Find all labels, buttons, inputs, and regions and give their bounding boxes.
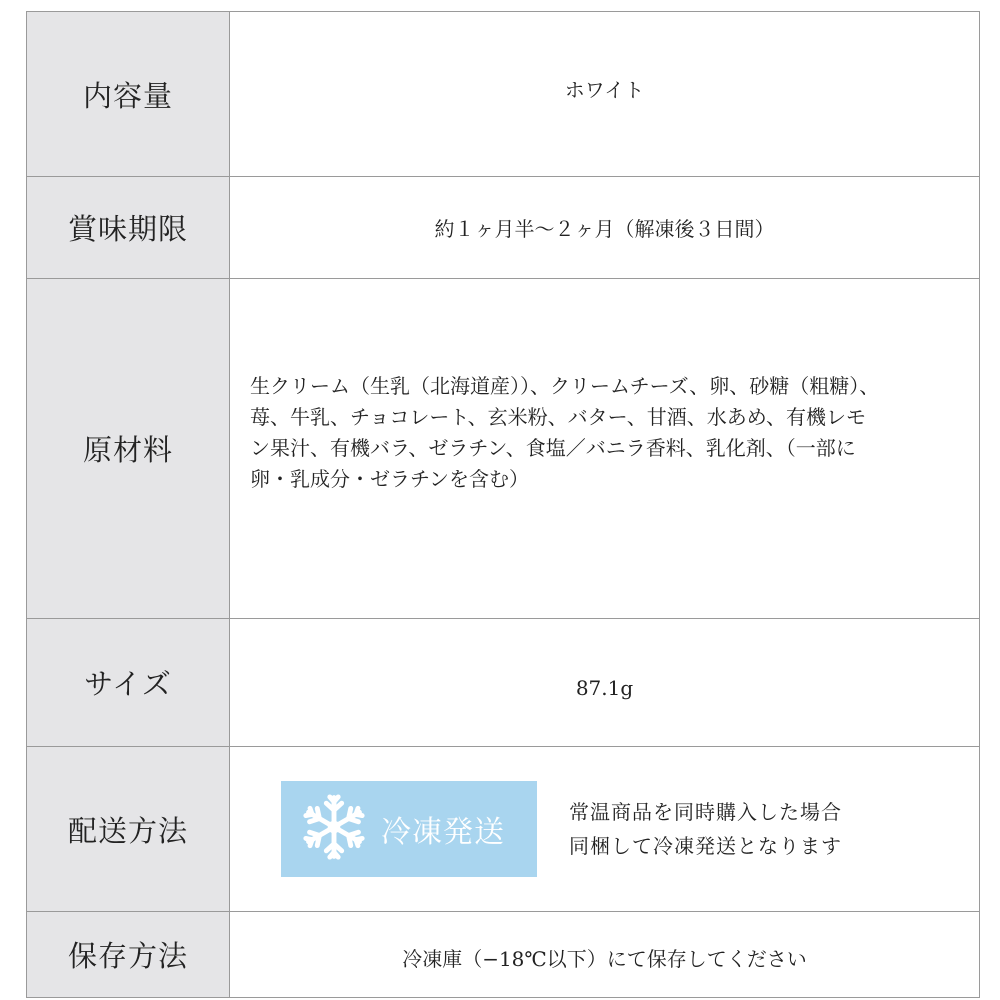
size-label: サイズ — [27, 619, 230, 746]
product-spec-table — [26, 11, 980, 998]
ingredients-line: 卵・乳成分・ゼラチンを含む） — [250, 467, 529, 491]
ingredients-line: ン果汁、有機バラ、ゼラチン、食塩／バニラ香料、乳化剤、（一部に — [250, 436, 856, 460]
storage-label: 保存方法 — [27, 912, 230, 997]
shipping-note-line: 常温商品を同時購入した場合 — [569, 800, 842, 824]
row-size — [27, 619, 979, 747]
expiry-value: 約１ヶ月半～２ヶ月（解凍後３日間） — [434, 217, 775, 241]
ingredients-line: 苺、牛乳、チョコレート、玄米粉、バター、甘酒、水あめ、有機レモ — [250, 405, 866, 429]
snowflake-icon — [299, 792, 369, 867]
row-expiry — [27, 177, 979, 279]
storage-value: 冷凍庫（−18℃以下）にて保存してください — [402, 947, 807, 971]
row-shipping — [27, 747, 979, 912]
frozen-shipping-badge-text: 冷凍発送 — [381, 815, 505, 850]
ingredients-label: 原材料 — [27, 279, 230, 618]
ingredients-value — [230, 279, 979, 618]
shipping-note-line: 同梱して冷凍発送となります — [569, 834, 842, 858]
ingredients-line: 生クリーム（生乳（北海道産））、クリームチーズ、卵、砂糖（粗糖）、 — [250, 374, 880, 398]
shipping-value — [230, 747, 979, 911]
frozen-shipping-badge — [281, 781, 537, 877]
contents-value: ホワイト — [564, 78, 645, 102]
row-ingredients — [27, 279, 979, 619]
row-storage — [27, 912, 979, 997]
expiry-label: 賞味期限 — [27, 177, 230, 278]
shipping-note — [569, 795, 842, 863]
contents-label: 内容量 — [27, 12, 230, 176]
row-contents — [27, 12, 979, 177]
size-value: 87.1g — [575, 675, 634, 700]
shipping-label: 配送方法 — [27, 747, 230, 911]
